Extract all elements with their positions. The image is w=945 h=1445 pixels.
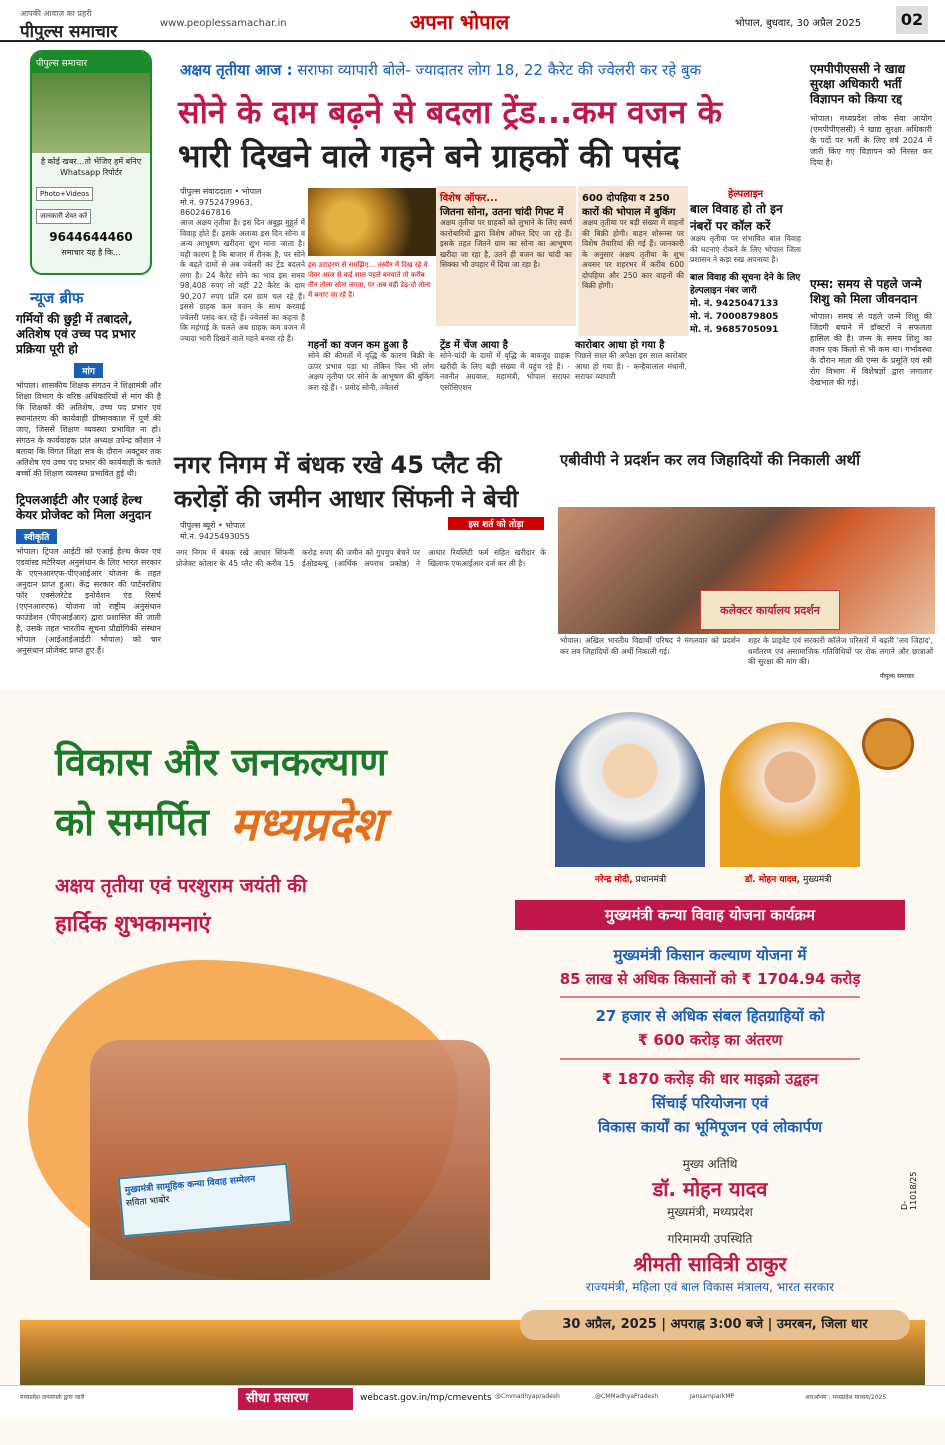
promo-share: जानकारी शेयर करें (36, 209, 91, 224)
promo-phone: 9644644460 (49, 230, 133, 244)
footer-left: मध्यप्रदेश जनसंपर्क द्वारा जारी (20, 1394, 85, 1401)
rally-caption: भोपाल। अखिल भारतीय विद्यार्थी परिषद ने मंगलवार को प्रदर्शन कर लव जिहादियों की अर्थी निकाली गई। (560, 636, 740, 656)
helpline-num-1: मो. नं. 9425047133 (690, 298, 779, 309)
right-text-1: भोपाल। मध्यप्रदेश लोक सेवा आयोग (एमपीपीएससी) ने खाद्य सुरक्षा अधिकारी के पदों पर भर्ती के लिए वर्ष 2024 में जारी किए गए विज्ञापन को निरस्त कर दिया है। (810, 114, 932, 167)
offer-label: विशेष ऑफर... (440, 193, 498, 204)
facebook-handle[interactable]: @Cmmadhyapradesh (495, 1393, 560, 1400)
whatsapp-reporter-promo (30, 50, 152, 275)
page-number: 02 (896, 6, 928, 34)
ad-divider-1 (560, 996, 860, 998)
right-text-2: भोपाल। समय से पहले जन्मे शिशु की जिंदगी बचाने में डॉक्टरों ने सफलता हासिल की है। जन्म के समय शिशु का वजन एक किलो से भी कम था। गर्भावस्था के दौरान माता की एम्स के प्रसूति एवं स्त्री रोग विभाग में विशेषज्ञों द्वारा लगातार देखभाल की गई। (810, 312, 932, 387)
lead-kicker: अक्षय तृतीया आज : सराफा व्यापारी बोले- ज्यादातर लोग 18, 22 कैरेट की ज्वेलरी कर रहे बुक (180, 61, 702, 79)
presence-label: गरिमामयी उपस्थिति (667, 1232, 753, 1246)
cm-photo (720, 722, 860, 867)
wedding-people-photo (90, 1040, 490, 1280)
ad-title-1: विकास और जनकल्याण (55, 740, 387, 784)
right-headline-2: एम्स: समय से पहले जन्मे शिशु को मिला जीवनदान (810, 277, 922, 306)
news-brief-label: न्यूज ब्रीफ (30, 289, 84, 307)
lead-body: आज अक्षय तृतीया है। इस दिन अबूझ मुहूर्त में विवाह होते हैं। इसके अलावा इस दिन सोना व अन्य आभूषण खरीदना शुभ माना जाता है। यही कारण है कि बाजार में रौनक है, पर सोने के बढ़ते दामों से अब ज्वेलरी का ट्रेंड बदलने लगा है। 24 कैरेट सोने का भाव इस समय 98,408 रुपए तो वहीं 22 कैरेट के दाम 90,207 रुपए प्रति दस ग्राम चल रहे हैं। इससे ग्राहक कम वजन के साथ करवाई ज्वेलरी पसंद कर रहे हैं। ज्वेलर्स का कहना है कि महंगाई के चलते अब ग्राहक कम वजन में ज्यादा भारी दिखने वाले गहने बनवा रहे हैं। (180, 218, 305, 343)
pm-caption: नरेन्द्र मोदी, प्रधानमंत्री (595, 875, 667, 885)
right-headline-1: एमपीपीएससी ने खाद्य सुरक्षा अधिकारी भर्ती विज्ञापन को किया रद्द (810, 62, 906, 106)
presence-role: राज्यमंत्री, महिला एवं बाल विकास मंत्रालय, भारत सरकार (585, 1280, 835, 1294)
ad-line-5: ₹ 1870 करोड़ की धार माइक्रो उद्वहन (601, 1070, 819, 1088)
promo-footer: समाचार यह है कि... (61, 248, 121, 257)
brief-2-tag: स्वीकृति (16, 529, 57, 544)
brief-2-headline: ट्रिपलआईटी और एआई हेल्थ केयर प्रोजेक्ट को मिला अनुदान (16, 493, 152, 522)
offer-headline: जितना सोना, उतना चांदी गिफ्ट में (440, 207, 564, 218)
jewelry-photo (308, 188, 436, 256)
special-offer-box (436, 186, 576, 326)
civic-body: नगर निगम में बंधक रखे आधार सिंफनी प्रोजेक्ट कोलार के 45 प्लैट की करीब 15 करोड़ रुपए की जमीन को गुपचुप बेचने पर ईओडब्ल्यू (आर्थिक अपराध प्रकोष्ठ) ने आधार रियलिटी फर्म सहित खरीदार के खिलाफ एफआईआर दर्ज कर ली है। (176, 548, 546, 568)
instagram-handle[interactable]: JansamparkMP (690, 1393, 735, 1400)
ad-code: D-11018/25 (900, 1171, 918, 1210)
sub-story-1: गहनों का वजन कम हुआ है सोने की कीमतों में वृद्धि के कारण बिक्री के ऊपर प्रभाव पड़ा था लेकिन फिर भी लोग अक्षय तृतीया पर सोने के आभूषण की बुकिंग करा रहे हैं। - प्रमोद सोनी, ज्वेलर्स (308, 340, 434, 392)
civic-byline: पीपुल्स ब्यूरो • भोपाल मो.नं. 9425493055 (180, 521, 250, 541)
section-title: अपना भोपाल (410, 10, 510, 34)
issue-date: भोपाल, बुधवार, 30 अप्रैल 2025 (735, 18, 862, 29)
promo-tagline: है कोई खबर...तो भेजिए हमें बनिए Whatsapp रिपोर्टर (40, 157, 142, 177)
presence-name: श्रीमती सावित्री ठाकुर (633, 1252, 787, 1276)
live-stream-label: सीधा प्रसारण (238, 1388, 353, 1410)
offer-text: अक्षय तृतीया पर ग्राहकों को लुभाने के लिए स्वर्ण कारोबारियों द्वारा विशेष ऑफर दिए जा रहे हैं। इसके तहत जितने ग्राम का सोना का आभूषण खरीदा जा रहा है, उतने ही वजन का चांदी का सिक्का भी उपहार में दिया जा रहा है। (440, 218, 572, 269)
webcast-link[interactable]: webcast.gov.in/mp/cmevents (360, 1393, 492, 1403)
ad-divider-2 (560, 1058, 860, 1060)
brief-1-tag: मांग (74, 363, 103, 378)
pm-photo (555, 712, 705, 867)
helpline-label: हेल्पलाइन (727, 189, 764, 200)
right-column (810, 62, 932, 388)
vehicle-headline: 600 दोपहिया व 250 कारों की भोपाल में बुकिंग (582, 193, 676, 218)
brand-url: www.peoplessamachar.in (160, 18, 287, 29)
brief-item-1 (16, 312, 161, 479)
helpline-num-2: मो. नं. 7000879805 (690, 311, 779, 322)
helpline-text: अक्षय तृतीया पर संभावित बाल विवाह की घटनाएं रोकने के लिए भोपाल जिला प्रशासन ने कड़ा रुख अपनाया है। (690, 234, 801, 264)
ad-wish-2: हार्दिक शुभकामनाएं (55, 912, 211, 937)
helpline-box (688, 184, 803, 414)
brief-2-text: भोपाल। ट्रिपल आईटी को एआई हेल्थ केयर एवं एडवांस्ड मटेरियल अनुसंधान के लिए भारत सरकार के एएनआरएफ-पीएआईआर योजना के तहत अनुदान प्राप्त हुआ। केंद्र सरकार की पार्टनरशिप फॉर एक्सेलरेटेड इनोवेशन एंड रिसर्च (एएनआरएफ) योजना जो राष्ट्रीय अनुसंधान फाउंडेशन (पीएआईआर) द्वारा प्रशासित की जाती है, उसके तहत भारतीय सूचना प्रौद्योगिकी संस्थान भोपाल (आईआईआईटी भोपाल) को चार अनुसंधान प्रोजेक्ट प्राप्त हुए हैं। (16, 547, 161, 655)
ad-line-2: 85 लाख से अधिक किसानों को ₹ 1704.94 करोड़ (559, 970, 861, 988)
cm-caption: डॉ. मोहन यादव, मुख्यमंत्री (745, 875, 832, 885)
vehicle-text: अक्षय तृतीया पर बड़ी संख्या में वाहनों की बिक्री होगी। वाहन शोरूम्स पर विशेष तैयारियां की गई हैं। जानकारी के अनुसार अक्षय तृतीया के शुभ अवसर पर शहरभर में करीब 600 दोपहिया और 250 कार वाहनों की बिक्री होगी। (582, 218, 684, 290)
brief-1-headline: गर्मियों की छुट्टी में तबादले, अतिशेष एवं उच्च पद प्रभार प्रक्रिया पूरी हो (16, 312, 136, 356)
promo-header: पीपुल्स समाचार (32, 52, 150, 73)
ad-wish-1: अक्षय तृतीया एवं परशुराम जयंती की (55, 875, 307, 897)
chief-guest-label: मुख्य अतिथि (682, 1157, 738, 1171)
promo-photo-video: Photo+Videos (36, 187, 93, 201)
cheque-graphic: मुख्यमंत्री सामूहिक कन्या विवाह सम्मेलन सविता भाबोर (118, 1163, 293, 1238)
helpline-sub: बाल विवाह की सूचना देने के लिए हेल्पलाइन नंबर जारी (690, 272, 801, 296)
event-details: 30 अप्रैल, 2025 | अपराह्न 3:00 बजे | उमरबन, जिला धार (520, 1310, 910, 1340)
chief-guest-role: मुख्यमंत्री, मध्यप्रदेश (667, 1205, 753, 1219)
mp-emblem-icon (862, 718, 914, 770)
ad-line-7: विकास कार्यों का भूमिपूजन एवं लोकार्पण (597, 1118, 823, 1136)
yojana-heading: मुख्यमंत्री कन्या विवाह योजना कार्यक्रम (515, 900, 905, 930)
ad-line-6: सिंचाई परियोजना एवं (651, 1094, 769, 1112)
jewelry-caption: इस उदाहरण से समझिए... तस्वीर में दिख रहे ये जेवर आज से कई साल पहले बनवाते तो करीब तीन तोला सोना लगता, पर अब यही डेढ़-दो तोला में बनाए जा रहे हैं। (308, 261, 431, 299)
rally-banner: कलेक्टर कार्यालय प्रदर्शन (700, 590, 840, 630)
lead-headline: सोने के दाम बढ़ने से बदला ट्रेंड...कम वजन के भारी दिखने वाले गहने बने ग्राहकों की पसंद (178, 93, 723, 175)
helpline-headline: बाल विवाह हो तो इन नंबरों पर कॉल करें (690, 202, 783, 233)
civic-headline: नगर निगम में बंधक रखे 45 प्लैट की करोड़ों की जमीन आधार सिंफनी ने बेची (174, 451, 519, 513)
ad-line-4: ₹ 600 करोड़ का अंतरण (637, 1031, 783, 1049)
helpline-num-3: मो. नं. 9685705091 (690, 324, 779, 335)
brand-logo: आपकी आवाज़ का प्रहरी पीपुल्स समाचार (20, 9, 118, 42)
brief-1-text: भोपाल। शासकीय शिक्षक संगठन ने शिक्षामंत्री और शिक्षा विभाग के वरिष्ठ अधिकारियों से मांग की है कि शिक्षकों की अतिशेष, उच्च पद प्रभार एवं स्थानांतरण की कार्यवाही ग्रीष्मावकाश में पूर्ण की जाए, जिससे शिक्षण व्यवस्था प्रभावित ना हो। संगठन के कार्यवाहक प्रांत अध्यक्ष उपेन्द्र कौशल ने बताया कि विगत शिक्षा सत्र के दौरान अक्टूबर तक अतिशेष एवं उच्च पद प्रभार की कार्यवाही के चलते बच्चों की शिक्षण व्यवस्था प्रभावित हुई थी। (16, 381, 161, 478)
sub-story-3: कारोबार आधा हो गया है पिछले साल की अपेक्षा इस साल कारोबार आधा हो गया है। - कन्हैयालाल मंधानी, सराफा व्यापारी (575, 340, 687, 381)
civic-box: इस शर्त को तोड़ा (448, 517, 544, 530)
ad-title-mp: मध्यप्रदेश (230, 797, 384, 851)
ad-line-1: मुख्यमंत्री किसान कल्याण योजना में (613, 946, 807, 964)
rally-caption-2: शहर के प्राइवेट एवं सरकारी कॉलेज परिसरों में बढ़ती 'लव जिहाद', धर्मांतरण एवं असामाजिक गतिविधियों पर रोक लगाने और छात्राओं की सुरक्षा की मांग की। (748, 636, 933, 666)
rally-credit: पीपुल्स समाचार (880, 673, 915, 680)
brief-item-2 (16, 493, 161, 656)
x-handle[interactable]: @CMMadhyaPradesh (595, 1393, 659, 1400)
ad-title-2: को समर्पित (55, 800, 209, 844)
promo-photo (32, 73, 150, 153)
chief-guest-name: डॉ. मोहन यादव (652, 1177, 768, 1201)
vehicle-booking-box (578, 186, 688, 336)
sub-story-2: ट्रेंड में चेंज आया है सोने-चांदी के दामों में वृद्धि के बावजूद ग्राहक खरीदी के लिए बड़ी संख्या में पहुंच रहे हैं। - नवनीत अग्रवाल, महामंत्री, भोपाल सराफा एसोसिएशन (440, 340, 570, 392)
ad-line-3: 27 हजार से अधिक संबल हितग्राहियों को (595, 1007, 825, 1025)
rally-headline: एबीवीपी ने प्रदर्शन कर लव जिहादियों की निकाली अर्थी (560, 451, 860, 469)
lead-byline: पीपुल्स संवाददाता • भोपाल मो.नं. 9752479963, 8602467816 (180, 187, 262, 217)
footer-right: आरओनम : मध्यप्रदेश माध्यम/2025 (805, 1394, 887, 1401)
